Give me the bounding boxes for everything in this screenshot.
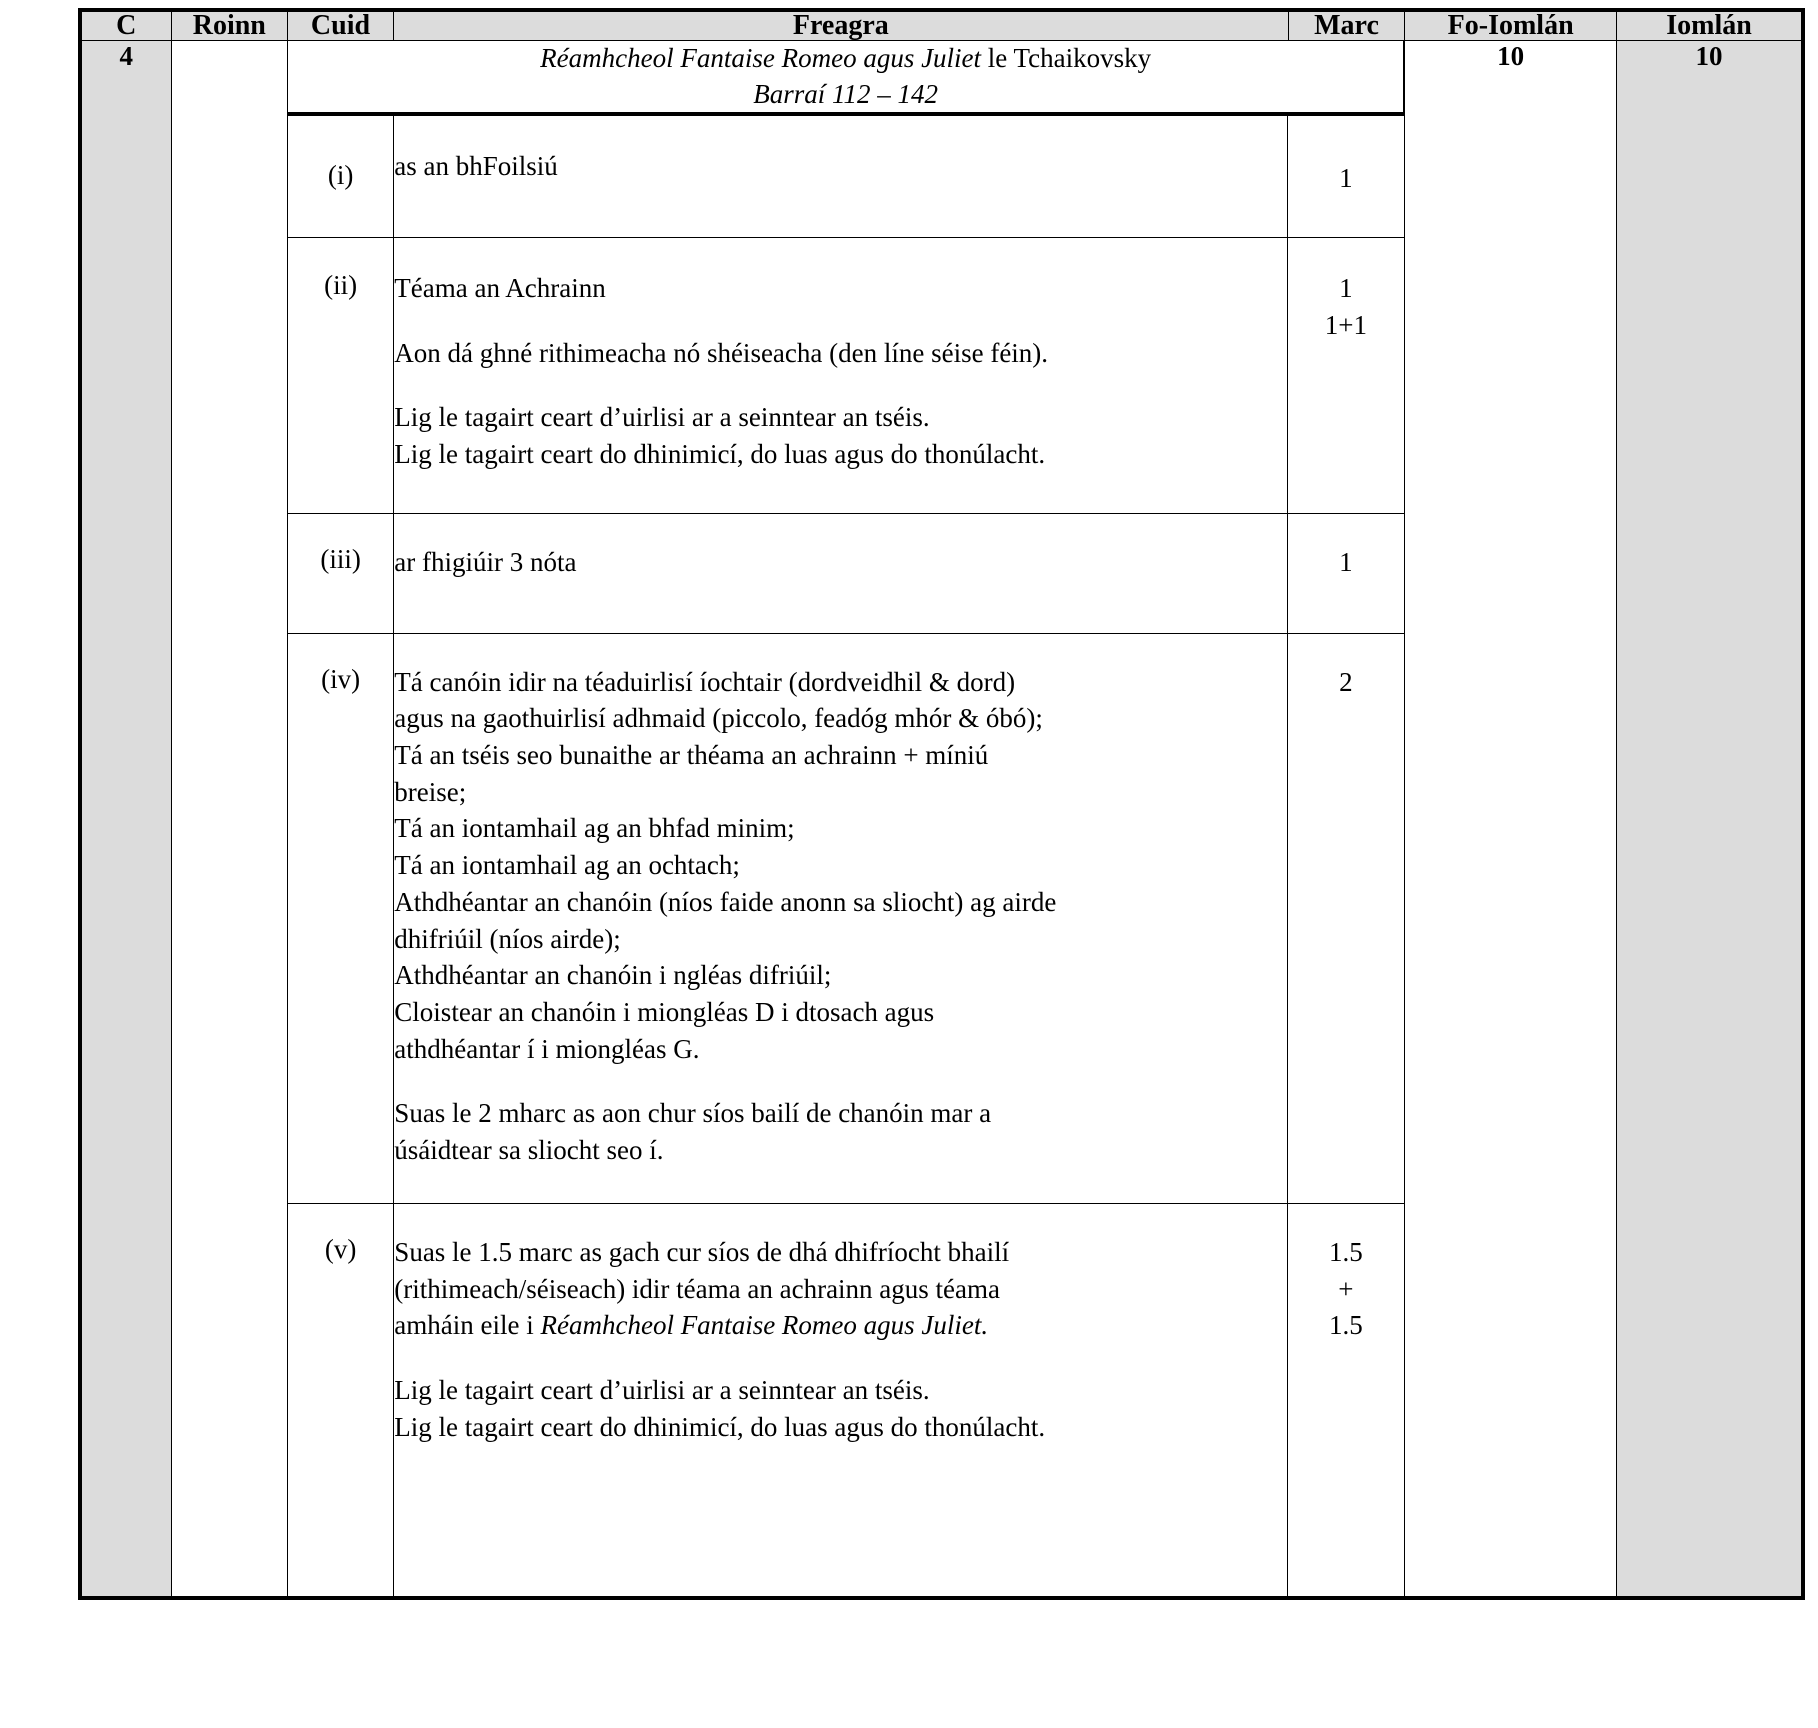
header-section: Roinn <box>171 10 287 41</box>
part-mark-ii <box>1287 237 1403 513</box>
total-cell: 10 <box>1617 41 1803 1598</box>
title-line-1 <box>288 41 1403 77</box>
header-row <box>80 10 1803 41</box>
mark-line: 1+1 <box>1324 309 1367 340</box>
header-part: Cuid <box>288 10 394 41</box>
spacer <box>394 371 1287 399</box>
title-bars: Barraí 112 – 142 <box>753 78 939 109</box>
answer-line: athdhéantar í i miongléas G. <box>394 1033 700 1064</box>
title-line-2 <box>288 77 1403 113</box>
part-label-v: (v) <box>288 1203 394 1595</box>
parts-table <box>288 41 1404 1596</box>
answer-line: as an bhFoilsiú <box>394 151 558 182</box>
part-row-v <box>288 1203 1404 1595</box>
part-mark-v <box>1287 1203 1403 1595</box>
mark-line: 1 <box>1339 272 1353 303</box>
header-answer: Freagra <box>393 10 1288 41</box>
answer-line-mixed <box>394 1307 1287 1344</box>
part-mark-iii: 1 <box>1287 513 1403 633</box>
answers-container-cell <box>288 41 1405 1598</box>
answer-line: Téama an Achrainn <box>394 272 606 303</box>
answer-line: breise; <box>394 776 467 807</box>
part-answer-ii <box>394 237 1288 513</box>
part-row-ii <box>288 237 1404 513</box>
answer-line: Tá an iontamhail ag an bhfad minim; <box>394 813 795 844</box>
answer-line: Tá an iontamhail ag an ochtach; <box>394 850 740 881</box>
answer-line: Lig le tagairt ceart do dhinimicí, do luas agus do thonúlacht. <box>394 439 1046 470</box>
answer-line: dhifriúil (níos airde); <box>394 923 621 954</box>
piece-title-cell <box>288 41 1404 114</box>
question-row <box>80 41 1803 1598</box>
part-label-iv: (iv) <box>288 633 394 1203</box>
answer-line: Tá canóin idir na téaduirlisí íochtair (dordveidhil & dord) <box>394 666 1016 697</box>
answer-line: Aon dá ghné rithimeacha nó shéiseacha (den líne séise féin). <box>394 337 1049 368</box>
title-composer: le Tchaikovsky <box>981 43 1152 73</box>
mark-line: 1.5 <box>1328 1310 1363 1341</box>
part-row-iv <box>288 633 1404 1203</box>
part-answer-iii <box>394 513 1288 633</box>
table-body <box>80 41 1803 1598</box>
part-answer-v <box>394 1203 1288 1595</box>
answer-note-line: Lig le tagairt ceart d’uirlisi ar a seinntear an tséis. <box>394 1375 930 1406</box>
title-work-name: Réamhcheol Fantaise Romeo agus Juliet <box>540 43 982 73</box>
header-total: Iomlán <box>1617 10 1803 41</box>
part-label-ii: (ii) <box>288 237 394 513</box>
mark-line: 1.5 <box>1328 1236 1363 1267</box>
subtotal-cell: 10 <box>1405 41 1617 1598</box>
header-mark: Marc <box>1288 10 1404 41</box>
answer-line: agus na gaothuirlisí adhmaid (piccolo, feadóg mhór & óbó); <box>394 703 1043 734</box>
answer-line: Suas le 1.5 marc as gach cur síos de dhá dhifríocht bhailí <box>394 1236 1010 1267</box>
answer-line-prefix: amháin eile i <box>394 1310 541 1341</box>
table-header <box>80 10 1803 41</box>
mark-line: + <box>1338 1273 1354 1304</box>
part-label-i: (i) <box>288 114 394 237</box>
answer-line: Tá an tséis seo bunaithe ar théama an achrainn + míniú <box>394 740 989 770</box>
part-answer-i <box>394 114 1288 237</box>
part-mark-iv: 2 <box>1287 633 1403 1203</box>
part-row-iii <box>288 513 1404 633</box>
answer-line: ar fhigiúir 3 nóta <box>394 546 577 577</box>
answer-note-line: úsáidtear sa sliocht seo í. <box>394 1135 664 1166</box>
answer-line: (rithimeach/séiseach) idir téama an achrainn agus téama <box>394 1273 1001 1304</box>
part-row-i <box>288 114 1404 237</box>
header-question: C <box>80 10 171 41</box>
answer-line: Athdhéantar an chanóin (níos faide anonn sa sliocht) ag airde <box>394 886 1057 917</box>
answer-note-line: Suas le 2 mharc as aon chur síos bailí de chanóin mar a <box>394 1098 992 1129</box>
marking-scheme-table <box>78 8 1805 1600</box>
answer-line: Athdhéantar an chanóin i ngléas difriúil; <box>394 960 832 991</box>
header-subtotal: Fo-Iomlán <box>1405 10 1617 41</box>
title-row <box>288 41 1404 114</box>
answer-line-work-title: Réamhcheol Fantaise Romeo agus Juliet. <box>540 1310 989 1341</box>
answer-line: Cloistear an chanóin i miongléas D i dtosach agus <box>394 997 935 1028</box>
spacer <box>394 307 1287 335</box>
answer-note-line: Lig le tagairt ceart do dhinimicí, do luas agus do thonúlacht. <box>394 1411 1046 1442</box>
answer-line: Lig le tagairt ceart d’uirlisi ar a seinntear an tséis. <box>394 402 930 433</box>
spacer <box>394 1067 1287 1095</box>
spacer <box>394 1344 1287 1372</box>
section-cell <box>171 41 287 1598</box>
part-answer-iv <box>394 633 1288 1203</box>
part-label-iii: (iii) <box>288 513 394 633</box>
question-number-cell: 4 <box>80 41 171 1598</box>
part-mark-i: 1 <box>1287 114 1403 237</box>
